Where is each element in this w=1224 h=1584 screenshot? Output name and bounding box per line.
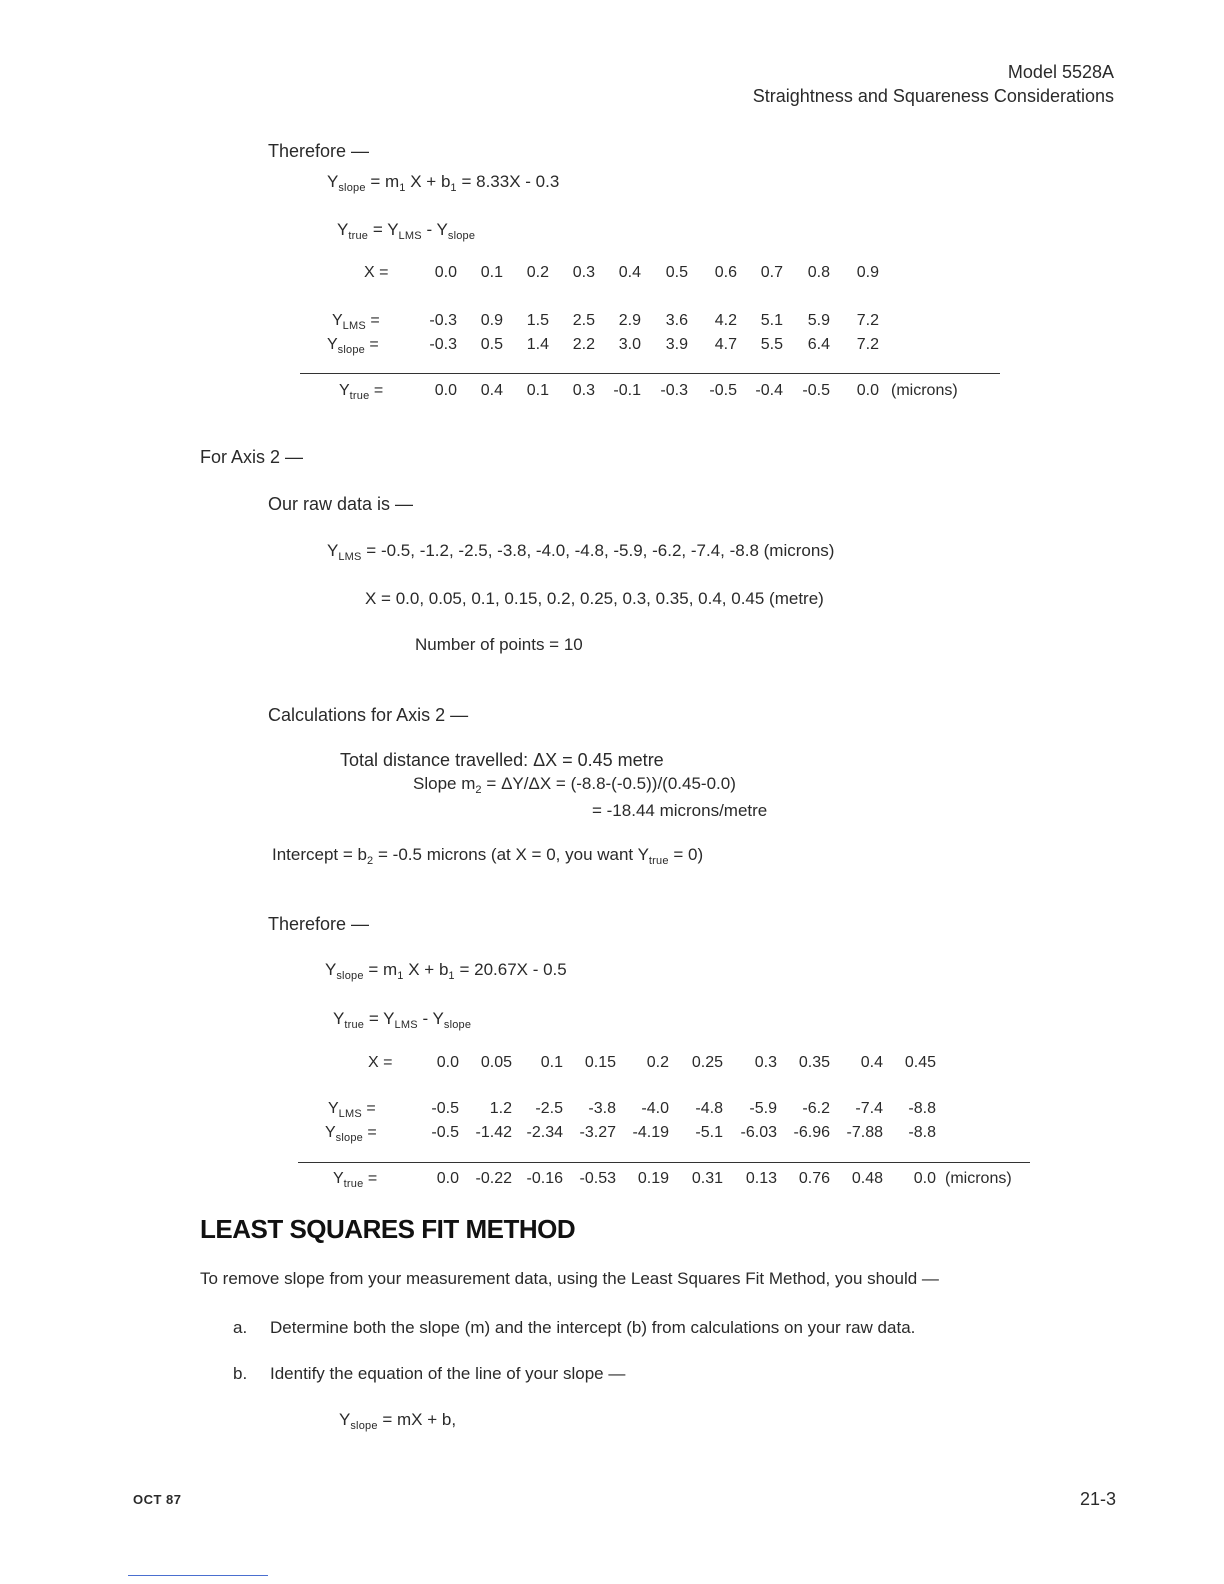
axis1-ylms-cell: 7.2: [856, 312, 879, 329]
axis2-yslope-equation: $Y_{slope} = m_1$ $X + b_1 = 20.67X - 0.5$: [325, 960, 567, 982]
axis1-ylms-cell: 5.1: [760, 312, 783, 329]
footer-date: OCT 87: [133, 1492, 182, 1507]
axis2-yslope-cell: -3.27: [579, 1124, 616, 1141]
axis1-x-cell: 0.9: [856, 264, 879, 281]
axis1-ylms-label: $Y_{LMS}$ =: [332, 312, 380, 332]
axis2-ytrue-cell: 0.31: [691, 1170, 723, 1187]
axis2-ylms-cell: -5.9: [749, 1100, 777, 1117]
axis1-ylms-cell: 2.5: [572, 312, 595, 329]
axis1-units: (microns): [891, 382, 958, 399]
axis1-x-cell: 0.0: [434, 264, 457, 281]
axis2-ylms-cell: -7.4: [855, 1100, 883, 1117]
axis2-ytrue-cell: 0.0: [913, 1170, 936, 1187]
axis1-yslope-cell: 4.7: [714, 336, 737, 353]
axis2-total-distance: Total distance travelled: ΔX = 0.45 metre: [340, 750, 664, 770]
axis2-ylms-cell: -0.5: [431, 1100, 459, 1117]
axis2-intercept: Intercept = $b_2 = -0.5$ microns (at X = 0, you want $Y_{true} = 0$): [272, 845, 704, 867]
axis2-ytrue-cell: 0.19: [637, 1170, 669, 1187]
axis2-ylms-cell: 1.2: [489, 1100, 512, 1117]
axis2-ytrue-row: [0, 1170, 1224, 1192]
axis2-yslope-cell: -7.88: [846, 1124, 883, 1141]
axis1-x-cell: 0.8: [807, 264, 830, 281]
axis1-ylms-row: [0, 312, 1224, 334]
axis2-ytrue-cell: -0.16: [526, 1170, 563, 1187]
axis2-ytrue-cell: -0.53: [579, 1170, 616, 1187]
axis2-x-cell: 0.15: [584, 1054, 616, 1071]
axis2-x-cell: 0.35: [798, 1054, 830, 1071]
axis2-x-row: [0, 1054, 1224, 1076]
axis1-x-cell: 0.6: [714, 264, 737, 281]
axis1-yslope-cell: -0.3: [429, 336, 457, 353]
axis2-x-cell: 0.25: [691, 1054, 723, 1071]
axis1-ytrue-cell: -0.5: [709, 382, 737, 399]
axis2-raw-intro: Our raw data is —: [268, 494, 414, 514]
header-model: Model 5528A: [1007, 62, 1114, 82]
axis2-ylms-row: [0, 1100, 1224, 1122]
axis1-x-cell: 0.3: [572, 264, 595, 281]
axis2-therefore: Therefore —: [268, 914, 370, 934]
section-heading: LEAST SQUARES FIT METHOD: [200, 1214, 576, 1244]
axis2-x-cell: 0.05: [480, 1054, 512, 1071]
axis1-therefore: Therefore —: [268, 141, 370, 161]
axis2-ylms-cell: -4.8: [695, 1100, 723, 1117]
axis1-ylms-cell: 0.9: [480, 312, 503, 329]
axis2-x-data: X = 0.0, 0.05, 0.1, 0.15, 0.2, 0.25, 0.3, 0.35, 0.4, 0.45 (metre): [365, 589, 824, 608]
axis2-yslope-row: [0, 1124, 1224, 1146]
axis1-ytrue-cell: 0.0: [434, 382, 457, 399]
axis1-yslope-cell: 7.2: [856, 336, 879, 353]
axis2-ylms-cell: -3.8: [588, 1100, 616, 1117]
axis1-ytrue-cell: 0.3: [572, 382, 595, 399]
axis2-yslope-label: $Y_{slope}$ =: [325, 1124, 377, 1144]
axis2-x-cell: 0.4: [860, 1054, 883, 1071]
axis1-yslope-row: [0, 336, 1224, 358]
axis2-yslope-cell: -4.19: [632, 1124, 669, 1141]
axis1-ylms-cell: 1.5: [526, 312, 549, 329]
axis1-ytrue-cell: 0.0: [856, 382, 879, 399]
axis1-ytrue-cell: 0.4: [480, 382, 503, 399]
axis2-calc-heading: Calculations for Axis 2 —: [268, 705, 469, 725]
axis1-ytrue-cell: 0.1: [526, 382, 549, 399]
axis1-ytrue-row: [0, 382, 1224, 404]
axis1-x-row: [0, 264, 1224, 286]
axis1-x-cell: 0.5: [665, 264, 688, 281]
axis1-x-label: X =: [364, 264, 389, 281]
axis1-ytrue-cell: -0.1: [613, 382, 641, 399]
axis2-ytrue-cell: 0.76: [798, 1170, 830, 1187]
axis2-yslope-cell: -6.96: [793, 1124, 830, 1141]
axis1-x-cell: 0.4: [618, 264, 641, 281]
axis1-yslope-cell: 3.0: [618, 336, 641, 353]
axis1-yslope-cell: 3.9: [665, 336, 688, 353]
axis2-yslope-cell: -8.8: [908, 1124, 936, 1141]
lsf-intro: To remove slope from your measurement data, using the Least Squares Fit Method, you should —: [200, 1269, 939, 1288]
header-section: Straightness and Squareness Considerations: [752, 86, 1114, 106]
lsf-item-a: Determine both the slope (m) and the intercept (b) from calculations on your raw data.: [270, 1318, 916, 1337]
axis2-units: (microns): [945, 1170, 1012, 1187]
axis2-slope-result: = -18.44 microns/metre: [592, 801, 768, 820]
axis1-x-cell: 0.7: [760, 264, 783, 281]
axis1-x-cell: 0.1: [480, 264, 503, 281]
footer-rule: [128, 1575, 268, 1576]
axis2-yslope-cell: -2.34: [526, 1124, 563, 1141]
axis2-x-label: X =: [368, 1054, 393, 1071]
axis2-x-cell: 0.1: [540, 1054, 563, 1071]
axis1-ytrue-cell: -0.4: [755, 382, 783, 399]
axis2-sum-line: [298, 1162, 1030, 1163]
axis1-yslope-label: $Y_{slope}$ =: [327, 336, 379, 356]
axis2-x-cell: 0.3: [754, 1054, 777, 1071]
axis2-heading: For Axis 2 —: [200, 447, 304, 467]
axis2-x-cell: 0.2: [646, 1054, 669, 1071]
axis1-yslope-cell: 6.4: [807, 336, 830, 353]
lsf-item-b: Identify the equation of the line of your slope —: [270, 1364, 626, 1383]
axis2-ylms-label: $Y_{LMS}$ =: [328, 1100, 376, 1120]
axis2-yslope-cell: -5.1: [695, 1124, 723, 1141]
axis1-ytrue-label: $Y_{true}$ =: [339, 382, 384, 402]
axis2-num-points: Number of points = 10: [415, 635, 583, 654]
axis1-x-cell: 0.2: [526, 264, 549, 281]
lsf-item-a-marker: a.: [233, 1318, 248, 1337]
axis2-ytrue-equation: $Y_{true} = Y_{LMS} - Y_{slope}$: [333, 1009, 472, 1031]
axis1-yslope-cell: 0.5: [480, 336, 503, 353]
axis1-ylms-cell: 5.9: [807, 312, 830, 329]
axis1-yslope-cell: 2.2: [572, 336, 595, 353]
axis1-sum-line: [300, 373, 1000, 374]
axis1-ylms-cell: 4.2: [714, 312, 737, 329]
axis2-yslope-cell: -1.42: [475, 1124, 512, 1141]
axis2-slope-line: Slope $m_2 = \Delta Y/\Delta X = (-8.8-(-0.5))/(0.45-0.0)$: [413, 774, 736, 796]
axis2-x-cell: 0.45: [904, 1054, 936, 1071]
axis1-ytrue-cell: -0.5: [802, 382, 830, 399]
lsf-item-b-marker: b.: [233, 1364, 248, 1383]
axis2-ylms-cell: -8.8: [908, 1100, 936, 1117]
axis1-yslope-cell: 5.5: [760, 336, 783, 353]
axis1-ylms-cell: 2.9: [618, 312, 641, 329]
axis2-ytrue-cell: 0.13: [745, 1170, 777, 1187]
footer-page-number: 21-3: [1079, 1489, 1116, 1509]
axis2-ylms-cell: -4.0: [641, 1100, 669, 1117]
axis2-ytrue-cell: 0.0: [436, 1170, 459, 1187]
axis2-ylms-cell: -6.2: [802, 1100, 830, 1117]
axis2-ytrue-label: $Y_{true}$ =: [333, 1170, 378, 1190]
axis1-yslope-cell: 1.4: [526, 336, 549, 353]
axis2-ylms-cell: -2.5: [535, 1100, 563, 1117]
axis2-yslope-cell: -6.03: [740, 1124, 777, 1141]
axis1-ylms-cell: -0.3: [429, 312, 457, 329]
axis1-ylms-cell: 3.6: [665, 312, 688, 329]
axis2-ylms-data: $Y_{LMS} = -0.5$, -1.2, -2.5, -3.8, -4.0, -4.8, -5.9, -6.2, -7.4, -8.8 (microns): [327, 541, 835, 563]
axis2-yslope-cell: -0.5: [431, 1124, 459, 1141]
lsf-slope-equation: $Y_{slope}$ = mX + b,: [339, 1410, 457, 1432]
axis2-ytrue-cell: 0.48: [851, 1170, 883, 1187]
axis1-yslope-equation: $Y_{slope} = m_1$ $X + b_1 = 8.33X - 0.3$: [327, 172, 560, 194]
axis2-ytrue-cell: -0.22: [475, 1170, 512, 1187]
axis1-ytrue-equation: $Y_{true} = Y_{LMS} - Y_{slope}$: [337, 220, 476, 242]
axis2-x-cell: 0.0: [436, 1054, 459, 1071]
axis1-ytrue-cell: -0.3: [660, 382, 688, 399]
